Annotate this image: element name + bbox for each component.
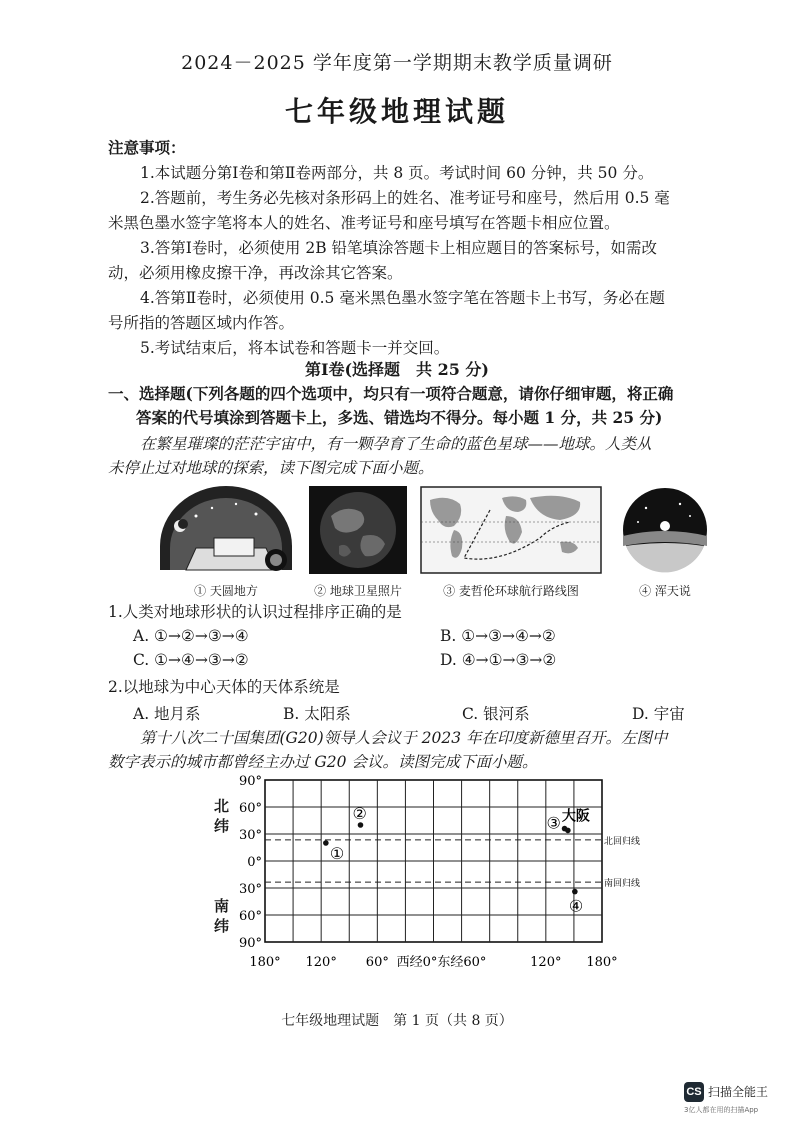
figure-caption: ② 地球卫星照片	[314, 584, 402, 598]
notes-heading: 注意事项：	[108, 138, 186, 157]
question-1-stem: 1.人类对地球形状的认识过程排序正确的是	[108, 603, 402, 621]
q1-option-b: B. ①→③→④→②	[440, 627, 556, 645]
figure-caption: ③ 麦哲伦环球航行路线图	[443, 584, 579, 598]
grid-lines	[265, 780, 602, 942]
note-line: 米黑色墨水签字笔将本人的姓名、准考证号和座号填写在答题卡相应位置。	[108, 214, 620, 232]
figure-earth-photo	[309, 486, 407, 574]
camscanner-logo-icon: CS	[684, 1082, 704, 1102]
figure-route-map	[420, 486, 602, 574]
figure-sky-dome	[156, 486, 296, 574]
longitude-tick-label: 120°	[530, 955, 562, 970]
tropic-of-cancer-label: 北回归线	[604, 836, 641, 847]
page-footer: 七年级地理试题 第 1 页（共 8 页）	[281, 1013, 513, 1029]
figure-huntian	[616, 486, 714, 574]
latitude-tick-label: 90°	[238, 936, 262, 951]
passage-text: 第十八次二十国集团(G20)领导人会议于 2023 年在印度新德里召开。左图中	[140, 729, 668, 747]
city-number-label: ②	[352, 804, 367, 823]
city-dot	[358, 822, 364, 828]
q1-option-a: A. ①→②→③→④	[133, 627, 249, 645]
city-dot	[572, 889, 578, 895]
note-line: 号所指的答题区域内作答。	[108, 314, 295, 332]
note-line: 4.答第Ⅱ卷时，必须使用 0.5 毫米黑色墨水签字笔在答题卡上书写，务必在题	[140, 289, 665, 307]
city-number-label: ①	[329, 844, 345, 863]
q2-option-b: B. 太阳系	[283, 705, 351, 723]
latitude-tick-label: 30°	[238, 828, 262, 843]
lat-lon-grid-map	[200, 770, 670, 980]
city-label: 大阪	[561, 808, 590, 825]
note-line: 3.答第Ⅰ卷时，必须使用 2B 铅笔填涂答题卡上相应题目的答案标号，如需改	[140, 239, 658, 257]
latitude-tick-label: 30°	[238, 882, 262, 897]
city-dot	[323, 840, 329, 846]
figure-caption: ① 天圆地方	[194, 584, 258, 598]
passage-text: 数字表示的城市都曾经主办过 G20 会议。读图完成下面小题。	[108, 753, 538, 771]
longitude-tick-label: 60°	[365, 955, 389, 970]
longitude-tick-label: 180°	[586, 955, 618, 970]
south-latitude-label: 南纬	[214, 897, 230, 935]
section-instruction: 一、选择题(下列各题的四个选项中，均只有一项符合题意，请你仔细审题，将正确	[108, 384, 674, 403]
q2-option-d: D. 宇宙	[632, 705, 685, 723]
longitude-tick-label: 180°	[249, 955, 281, 970]
q1-option-d: D. ④→①→③→②	[440, 651, 557, 669]
q1-option-c: C. ①→④→③→②	[133, 651, 249, 669]
tropic-of-capricorn-label: 南回归线	[604, 879, 641, 890]
latitude-tick-label: 90°	[238, 774, 262, 789]
sky-dome-illustration-icon	[156, 486, 296, 574]
longitude-tick-label: 西经0°东经60°	[396, 955, 487, 970]
exam-title: 七年级地理试题	[284, 95, 509, 128]
passage-text: 未停止过对地球的探索，读下图完成下面小题。	[108, 459, 434, 477]
latitude-tick-label: 60°	[238, 801, 262, 816]
camscanner-slogan: 3亿人都在用的扫描App	[684, 1106, 759, 1114]
latitude-labels	[239, 774, 262, 951]
latitude-tick-label: 60°	[238, 909, 262, 924]
section-title: 第Ⅰ卷(选择题 共 25 分)	[304, 360, 490, 379]
latitude-tick-label: 0°	[247, 855, 262, 870]
note-line: 2.答题前，考生务必先核对条形码上的姓名、准考证号和座号，然后用 0.5 毫	[140, 189, 670, 207]
world-route-map-icon	[420, 486, 602, 574]
note-line: 1.本试题分第Ⅰ卷和第Ⅱ卷两部分，共 8 页。考试时间 60 分钟，共 50 分。	[140, 164, 654, 182]
question-2-stem: 2.以地球为中心天体的天体系统是	[108, 678, 340, 696]
passage-text: 在繁星璀璨的茫茫宇宙中，有一颗孕育了生命的蓝色星球——地球。人类从	[140, 435, 652, 453]
section-instruction: 答案的代号填涂到答题卡上，多选、错选均不得分。每小题 1 分，共 25 分)	[136, 408, 663, 427]
armillary-sphere-illustration-icon	[616, 486, 714, 574]
longitude-labels	[249, 955, 617, 970]
longitude-tick-label: 120°	[305, 955, 337, 970]
figure-caption: ④ 浑天说	[639, 584, 691, 598]
exam-subtitle: 2024－2025 学年度第一学期期末教学质量调研	[181, 52, 613, 74]
earth-photo-icon	[309, 486, 407, 574]
q2-option-a: A. 地月系	[133, 705, 201, 723]
city-dot	[565, 828, 571, 834]
city-points	[323, 804, 590, 916]
city-number-label: ④	[568, 896, 584, 916]
note-line: 动，必须用橡皮擦干净，再改涂其它答案。	[108, 264, 403, 282]
camscanner-name: 扫描全能王	[708, 1085, 769, 1099]
note-line: 5.考试结束后，将本试卷和答题卡一并交回。	[140, 339, 450, 357]
q2-option-c: C. 银河系	[462, 705, 530, 723]
north-latitude-label: 北纬	[214, 797, 230, 835]
city-number-label: ③	[546, 813, 561, 833]
